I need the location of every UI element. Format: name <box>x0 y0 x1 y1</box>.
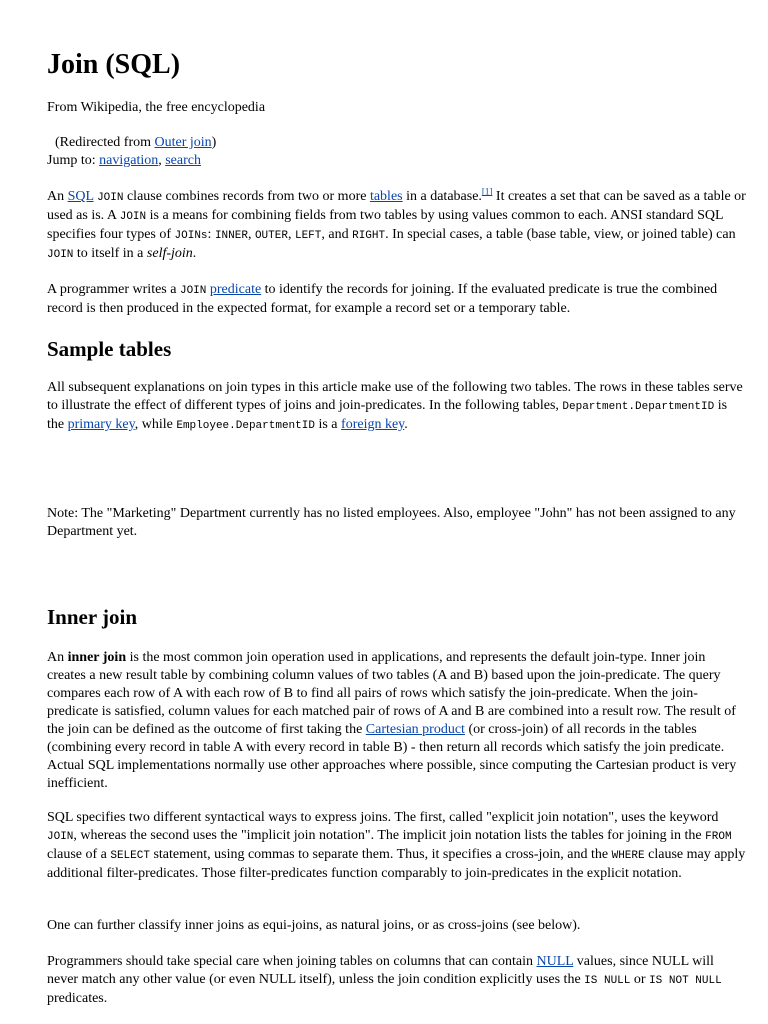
inline-code: JOIN <box>119 211 147 223</box>
programmer-paragraph <box>47 281 747 318</box>
inline-code: JOINs <box>174 230 208 242</box>
inline-code: Employee.DepartmentID <box>176 420 315 432</box>
text-run: : <box>207 227 215 242</box>
predicate-link[interactable]: predicate <box>209 282 262 297</box>
inline-code: RIGHT <box>352 230 386 242</box>
text-run: , whereas the second uses the "implicit join notation". The implicit join notation lists the tables for joining in the <box>73 828 706 843</box>
primary-key-link[interactable]: primary key <box>67 417 135 432</box>
text-run: predicates. <box>47 991 108 1006</box>
text-run: A programmer writes a <box>47 282 180 297</box>
italic-text: self-join <box>146 246 193 261</box>
reference-1-link[interactable]: [1] <box>481 186 493 197</box>
inline-code: SELECT <box>110 850 150 862</box>
text-run: clause combines records from two or more <box>123 189 370 204</box>
text-run: is a means for combining fields from two tables by using values common to each. ANSI standard SQL specifies four types of <box>47 208 724 242</box>
jump-prefix: Jump to: <box>47 153 100 168</box>
redirect-notice <box>55 134 755 152</box>
note-paragraph: Note: The "Marketing" Department currently has no listed employees. Also, employee "John" has not been assigned to any Department yet. <box>47 506 736 539</box>
navigation-link[interactable]: navigation <box>99 153 159 168</box>
inline-code: JOIN <box>47 249 74 261</box>
text-run: . <box>404 417 408 432</box>
text-run: is the most common join operation used in applications, and represents the default join-type. Inner join creates a new result table by combining column values of two tables (A and B) based upon the join-predicate. The query compares each row of A with each row of B to find all pairs of rows which satisfy the join-predicate. When the join-predicate is satisfied, column values for each matched pair of rows of A and B are combined into a result row. The result of the join can be defined as the outcome of first taking the <box>47 650 736 737</box>
inner-join-heading: Inner join <box>47 605 138 629</box>
inline-code: JOIN <box>179 285 207 297</box>
sample-tables-paragraph <box>47 379 747 435</box>
text-run: to itself in a <box>73 246 147 261</box>
inline-code: INNER <box>214 230 248 242</box>
search-link[interactable]: search <box>165 153 201 168</box>
intro-paragraph <box>47 188 747 264</box>
text-run: is the <box>47 398 728 432</box>
text-run: to identify the records for joining. If the evaluated predicate is true the combined record is then produced in the expected format, for example a record set or a temporary table. <box>47 282 718 316</box>
inline-code: FROM <box>705 831 732 843</box>
cartesian-product-link[interactable]: Cartesian product <box>365 722 465 737</box>
inline-code: JOIN <box>47 831 74 843</box>
reference-superscript <box>482 186 493 196</box>
text-run: inner join <box>67 650 127 665</box>
text-run: is a <box>314 417 342 432</box>
classify-paragraph: One can further classify inner joins as equi-joins, as natural joins, or as cross-joins (see below). <box>47 918 581 933</box>
text-run: All subsequent explanations on join types in this article make use of the following two tables. The rows in these tables serve to illustrate the effect of different types of joins and join-predicates. In the following tables, <box>47 380 743 413</box>
text-run: or <box>630 972 650 987</box>
text-run: . In special cases, a table (base table, view, or joined table) can <box>385 227 736 242</box>
inner-join-paragraph <box>47 649 747 793</box>
text-run: SQL specifies two different syntactical ways to express joins. The first, called "explicit join notation", uses the keyword <box>47 810 719 825</box>
text-run: An <box>47 189 68 204</box>
text-run: . <box>192 246 197 261</box>
null-link[interactable]: NULL <box>536 954 574 969</box>
inline-code: Department.DepartmentID <box>562 401 715 413</box>
syntax-paragraph <box>47 809 747 883</box>
text-run: It creates a set that can be saved as a table or used as is. A <box>47 189 746 223</box>
text-run: clause may apply additional filter-predicates. Those filter-predicates function comparably to join-predicates in the explicit notation. <box>47 847 746 881</box>
text-run: (or cross-join) of all records in the tables (combining every record in table A with every record in table B) - then return all records which satisfy the join predicate. Actual SQL implementations normally use other approaches where possible, since computing the Cartesian product is very inefficient. <box>47 722 737 791</box>
redirect-suffix: ) <box>211 135 217 150</box>
jump-separator: , <box>158 153 166 168</box>
jump-links <box>47 152 747 170</box>
inline-code: WHERE <box>611 850 645 862</box>
sample-tables-heading: Sample tables <box>47 337 172 361</box>
sql-link[interactable]: SQL <box>67 189 94 204</box>
page-title: Join (SQL) <box>47 49 181 80</box>
text-run: , while <box>134 417 177 432</box>
tagline: From Wikipedia, the free encyclopedia <box>47 100 266 115</box>
outer-join-link[interactable]: Outer join <box>154 135 212 150</box>
text-run: values, since NULL will never match any other value (or even NULL itself), unless the join condition explicitly uses the <box>47 954 714 987</box>
inline-code: JOIN <box>97 192 124 204</box>
text-run: statement, using commas to separate them. Thus, it specifies a cross-join, and the <box>149 847 612 862</box>
tables-link[interactable]: tables <box>369 189 403 204</box>
text-run: , and <box>321 227 353 242</box>
inline-code: OUTER <box>254 230 288 242</box>
inline-code: IS NOT NULL <box>649 975 722 987</box>
null-paragraph <box>47 953 747 1008</box>
text-run: An <box>47 650 68 665</box>
inline-code: LEFT <box>294 230 322 242</box>
foreign-key-link[interactable]: foreign key <box>341 417 405 432</box>
text-run: Programmers should take special care when joining tables on columns that can contain <box>47 954 537 969</box>
text-run: , <box>287 227 295 242</box>
redirect-prefix: (Redirected from <box>55 135 155 150</box>
text-run: clause of a <box>47 847 111 862</box>
text-run: in a database. <box>402 189 482 204</box>
text-run: , <box>247 227 255 242</box>
inline-code: IS NULL <box>584 975 631 987</box>
